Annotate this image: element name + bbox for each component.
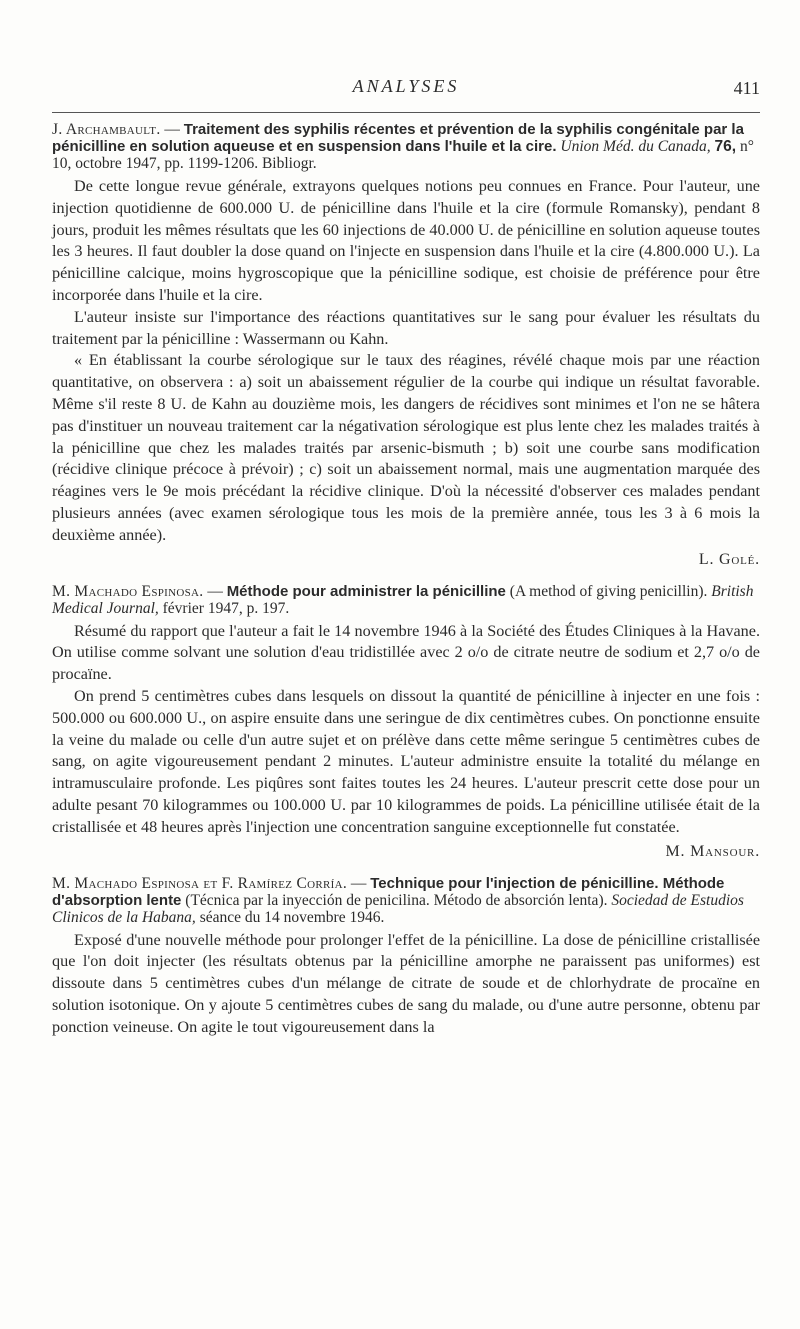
citation-header [52, 583, 760, 617]
header-rule [52, 112, 760, 113]
citation-details: n° 10, octobre 1947, pp. 1199-1206. Bibliogr. [52, 138, 754, 172]
abstract-entry-2 [52, 583, 760, 863]
reviewer-signature: M. Mansour. [665, 842, 760, 860]
article-title: Technique pour l'injection de pénicilline. Méthode d'absorption lente [52, 874, 725, 909]
reviewer-signature: L. Golé. [698, 550, 760, 568]
paragraph: L'auteur insiste sur l'importance des réactions quantitatives sur le sang pour évaluer les résultats du traitement par la pénicilline : Wassermann ou Kahn. [52, 307, 760, 348]
original-title: (A method of giving penicillin). [505, 582, 712, 600]
citation-details: séance du 14 novembre 1946. [195, 908, 385, 926]
citation-header [52, 875, 760, 926]
page-number: 411 [733, 78, 760, 98]
article-title: Traitement des syphilis récentes et prévention de la syphilis congénitale par la pénicilline en solution aqueuse et en suspension dans l'huile et la cire. [52, 121, 744, 155]
article-title: Méthode pour administrer la pénicilline [226, 582, 506, 600]
original-title: (Técnica par la inyección de penicilina. Método de absorción lenta). [181, 891, 612, 909]
citation-details: février 1947, p. 197. [158, 599, 290, 617]
author-name: M. Machado Espinosa et F. Ramírez Corría. [52, 874, 347, 892]
paragraph: Exposé d'une nouvelle méthode pour prolonger l'effet de la pénicilline. La dose de pénicilline cristallisée que l'on doit injecter (les résultats obtenus par la pénicilline amorphe ne paraissent pas uniformes) est dissoute dans 5 centimètres cubes d'un mélange de citrate de soude et de chlorhydrate de procaïne en solution isotonique. On y ajoute 5 centimètres cubes de sang du malade, ou d'une autre personne, obtenu par ponction veineuse. On agite le tout vigoureusement dans la [52, 930, 760, 1036]
author-name: J. Archambault. [52, 121, 161, 138]
citation-header [52, 121, 760, 172]
running-title: ANALYSES [352, 76, 460, 96]
abstract-entry-3 [52, 875, 760, 1039]
abstract-entry-1 [52, 121, 760, 571]
paragraph: De cette longue revue générale, extrayons quelques notions peu connues en France. Pour l'auteur, une injection quotidienne de 600.000 U. de pénicilline dans l'huile et la cire (formule Romansky), pendant 8 jours, produit les mêmes résultats que les 60 injections de 40.000 U. de pénicilline en solution aqueuse toutes les 3 heures. Il faut doubler la dose quand on l'injecte en suspension dans l'huile et la cire (4.800.000 U.). La pénicilline calcique, moins hygroscopique que la pénicilline sodique, est choisie de préférence pour être incorporée dans l'huile et la cire. [52, 177, 760, 304]
volume-number: 76, [714, 138, 737, 155]
separator: — [160, 121, 184, 138]
paragraph: « En établissant la courbe sérologique sur le taux des réagines, révélé chaque mois par une réaction quantitative, on observera : a) soit un abaissement régulier de la courbe qui indique un résultat favorable. Même s'il reste 8 U. de Kahn au douzième mois, les dangers de récidives sont minimes et l'on ne se hâtera pas d'instituer un nouveau traitement car la négativation sérologique est plus lente chez les malades traités à la pénicilline que chez les malades traités par arsenic-bismuth ; b) soit une courbe sans modification (récidive clinique précoce à prévoir) ; c) soit un abaissement normal, mais une augmentation marquée des réagines vers le 9e mois précédant la récidive clinique. D'où la nécessité d'observer ces malades pendant plusieurs années (avec examen sérologique tous les mois de la première année, tous les 3 à 6 mois la deuxième année). [52, 351, 760, 544]
journal-name: British Medical Journal, [52, 582, 754, 617]
author-name: M. Machado Espinosa. [52, 582, 204, 600]
journal-name: Sociedad de Estudios Clinicos de la Habana, [52, 891, 744, 926]
separator: — [347, 874, 371, 892]
running-head [52, 74, 760, 106]
paragraph: On prend 5 centimètres cubes dans lesquels on dissout la quantité de pénicilline à injecter en une fois : 500.000 ou 600.000 U., on aspire ensuite dans une seringue de dix centimètres cubes. On ponctionne ensuite la veine du malade ou celle d'un autre sujet et on prélève dans cette même seringue 5 centimètres cubes de sang, on agite vigoureusement pendant 2 minutes. L'auteur administre ensuite la totalité du mélange en intramusculaire profonde. Les piqûres sont faites toutes les 24 heures. L'auteur prescrit cette dose pour un adulte pesant 70 kilogrammes ou 100.000 U. par 10 kilogrammes de poids. La pénicilline utilisée était de la cristallisée et 48 heures après l'injection une concentration sanguine exceptionnelle fut constatée. [52, 686, 760, 836]
journal-name: Union Méd. du Canada, [560, 138, 711, 155]
paragraph: Résumé du rapport que l'auteur a fait le 14 novembre 1946 à la Société des Études Cliniques à la Havane. On utilise comme solvant une solution d'eau tridistillée avec 2 o/o de citrate neutre de sodium et 2,7 o/o de procaïne. [52, 621, 760, 684]
separator: — [203, 582, 227, 600]
